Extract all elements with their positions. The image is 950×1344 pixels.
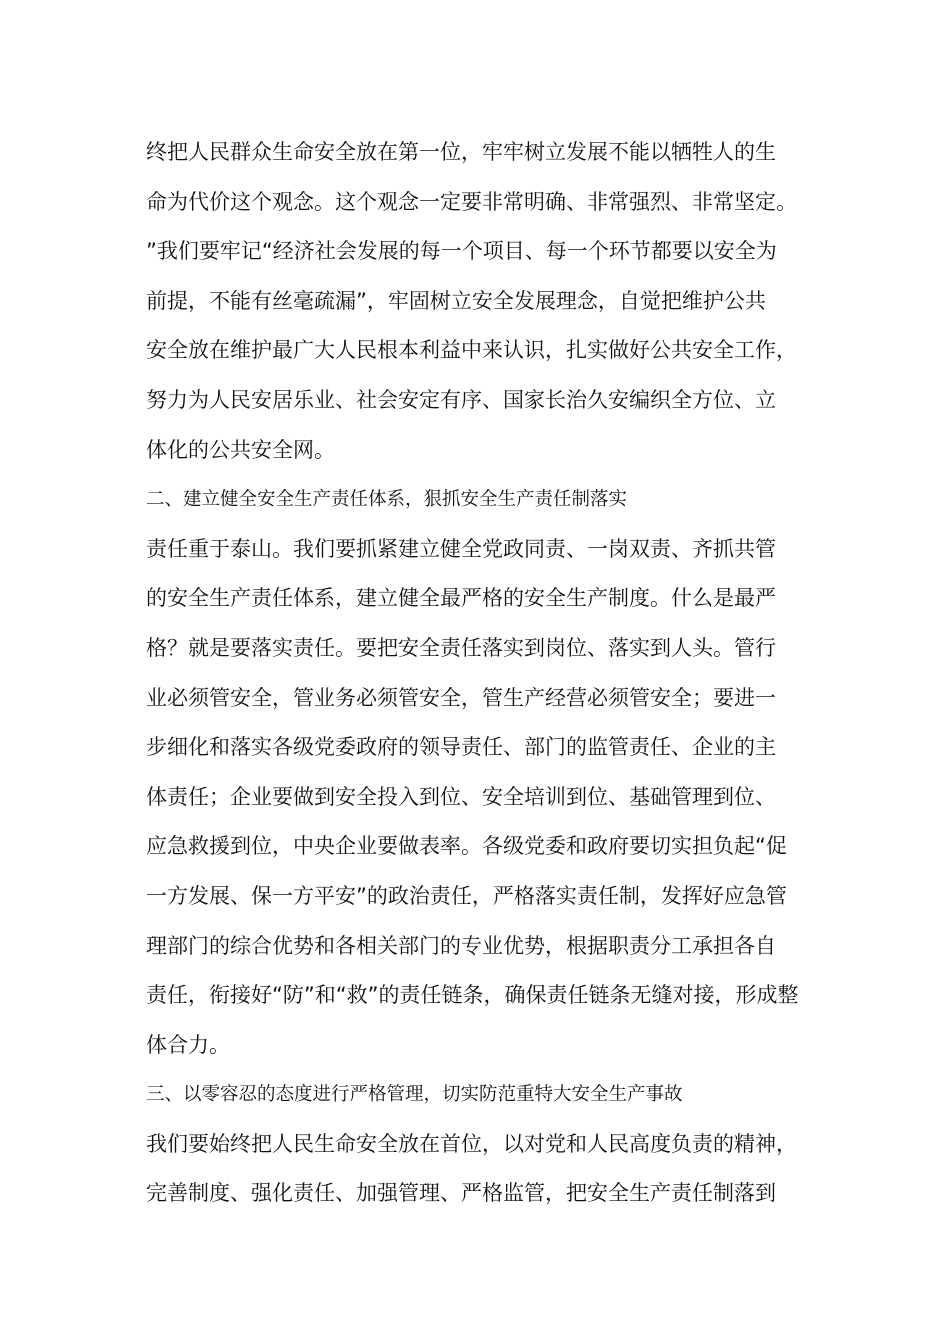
paragraph-line: 理部门的综合优势和各相关部门的专业优势，根据职责分工承担各自 xyxy=(146,933,776,958)
paragraph-line: 命为代价这个观念。这个观念一定要非常明确、非常强烈、非常坚定。 xyxy=(146,189,797,214)
paragraph-line: 前提，不能有丝毫疏漏”，牢固树立安全发展理念，自觉把维护公共 xyxy=(146,288,766,313)
document-body xyxy=(146,128,810,1219)
paragraph-line: 的安全生产责任体系，建立健全最严格的安全生产制度。什么是最严 xyxy=(146,586,776,611)
paragraph-line: 安全放在维护最广大人民根本利益中来认识，扎实做好公共安全工作， xyxy=(146,338,797,363)
paragraph-line: 体化的公共安全网。 xyxy=(146,437,335,462)
paragraph-line: 责任，衔接好“防”和“救”的责任链条，确保责任链条无缝对接，形成整 xyxy=(146,983,799,1008)
paragraph-line: 体合力。 xyxy=(146,1032,230,1057)
paragraph-line: 责任重于泰山。我们要抓紧建立健全党政同责、一岗双责、齐抓共管 xyxy=(146,536,776,561)
paragraph-line: ”我们要牢记“经济社会发展的每一个项目、每一个环节都要以安全为 xyxy=(146,239,777,264)
paragraph-line: 格？就是要落实责任。要把安全责任落实到岗位、落实到人头。管行 xyxy=(146,635,776,660)
paragraph-line: 努力为人民安居乐业、社会安定有序、国家长治久安编织全方位、立 xyxy=(146,387,776,412)
section-heading: 二、建立健全安全生产责任体系，狠抓安全生产责任制落实 xyxy=(146,489,628,511)
paragraph-line: 步细化和落实各级党委政府的领导责任、部门的监管责任、企业的主 xyxy=(146,735,776,760)
paragraph-line: 应急救援到位，中央企业要做表率。各级党委和政府要切实担负起“促 xyxy=(146,834,787,859)
paragraph-line: 业必须管安全，管业务必须管安全，管生产经营必须管安全；要进一 xyxy=(146,685,776,710)
section-heading: 三、以零容忍的态度进行严格管理，切实防范重特大安全生产事故 xyxy=(146,1084,683,1106)
paragraph-line: 终把人民群众生命安全放在第一位，牢牢树立发展不能以牺牲人的生 xyxy=(146,140,776,164)
paragraph-line: 体责任；企业要做到安全投入到位、安全培训到位、基础管理到位、 xyxy=(146,784,776,809)
paragraph-line: 我们要始终把人民生命安全放在首位，以对党和人民高度负责的精神， xyxy=(146,1131,797,1156)
paragraph-line: 一方发展、保一方平安”的政治责任，严格落实责任制，发挥好应急管 xyxy=(146,883,787,908)
paragraph-line: 完善制度、强化责任、加强管理、严格监管，把安全生产责任制落到 xyxy=(146,1181,776,1206)
